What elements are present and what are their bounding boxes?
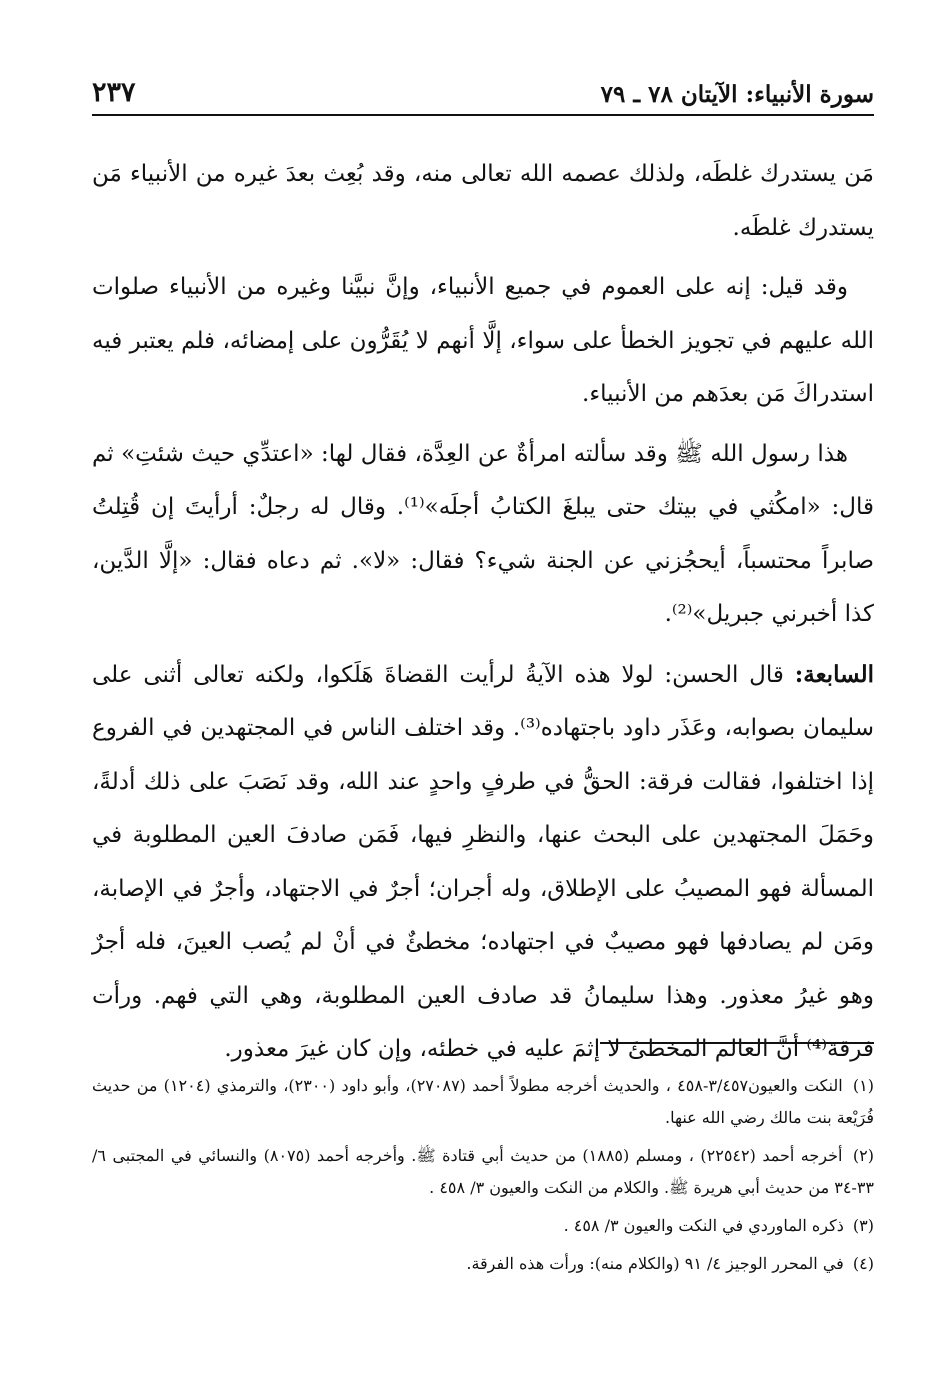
paragraph-1: مَن يستدرك غلطَه، ولذلك عصمه الله تعالى منه، وقد بُعِث بعدَ غيره من الأنبياء مَن يستدرك غلطَه. — [92, 161, 874, 241]
footnote-1 — [92, 1070, 874, 1134]
footnote-text: النكت والعيون٣/٤٥٧-٤٥٨ ، والحديث أخرجه مطولاً أحمد (٢٧٠٨٧)، وأبو داود (٢٣٠٠)، والترمذي (١٢٠٤) من حديث فُرَيْعة بنت مالك رضي الله عنها. — [92, 1076, 874, 1127]
footnote-text: في المحرر الوجيز ٤/ ٩١ (والكلام منه): ورأت هذه الفرقة. — [466, 1254, 844, 1273]
page-header — [92, 70, 874, 108]
footnote-3 — [92, 1210, 874, 1242]
footnote-text: ذكره الماوردي في النكت والعيون ٣/ ٤٥٨ . — [563, 1216, 844, 1235]
paragraph-4-text: قال الحسن: لولا هذه الآيةُ لرأيت القضاةَ هَلَكوا، ولكنه تعالى أثنى على سليمان بصوابه، وعَذَر داود باجتهاده⁽³⁾. وقد اختلف الناس في المجتهدين في الفروع إذا اختلفوا، فقالت فرقة: الحقُّ في طرفٍ واحدٍ عند الله، وقد نَصَبَ على ذلك أدلةً، وحَمَلَ المجتهدين على البحث عنها، والنظرِ فيها، فَمَن صادفَ العين المطلوبة في المسألة فهو المصيبُ على الإطلاق، وله أجران؛ أجرٌ في الاجتهاد، وأجرٌ في الإصابة، ومَن لم يصادفها فهو مصيبٌ في اجتهاده؛ مخطئٌ في أنْ لم يُصب العينَ، فله أجرٌ وهو غيرُ معذور. وهذا سليمانُ قد صادف العين المطلوبة، وهي التي فهم. ورأت فرقة⁽⁴⁾ أنَّ العالم المخطئَ لا إثمَ عليه في خطئه، وإن كان غيرَ معذور. — [92, 661, 874, 1062]
paragraph-4 — [92, 648, 874, 1077]
footnotes — [92, 1070, 874, 1286]
footnote-number: (٤) — [852, 1254, 874, 1273]
paragraph-4-lead: السابعة: — [794, 660, 874, 688]
footnote-number: (٢) — [852, 1146, 875, 1165]
paragraph-2: وقد قيل: إنه على العموم في جميع الأنبياء، وإنَّ نبيَّنا وغيره من الأنبياء صلوات الله عليهم في تجويز الخطأ على سواء، إلَّا أنهم لا يُقَرُّون على إمضائه، فلم يعتبر فيه استدراكَ مَن بعدَهم من الأنبياء. — [92, 274, 874, 407]
footnote-text: أخرجه أحمد (٢٢٥٤٢) ، ومسلم (١٨٨٥) من حديث أبي قتادة ﷺ. وأخرجه أحمد (٨٠٧٥) والنسائي في المجتبى ٦/ ٣٣-٣٤ من حديث أبي هريرة ﷺ. والكلام من النكت والعيون ٣/ ٤٥٨ . — [92, 1146, 874, 1197]
page-number: ٢٣٧ — [92, 77, 136, 108]
surah-title: سورة الأنبياء: الآيتان ٧٨ ـ ٧٩ — [600, 81, 874, 108]
footnote-2 — [92, 1140, 874, 1204]
footnote-number: (١) — [852, 1076, 875, 1095]
footnote-4 — [92, 1248, 874, 1280]
footnote-number: (٣) — [852, 1216, 874, 1235]
paragraph-3: هذا رسول الله ﷺ وقد سألته امرأةٌ عن العِدَّة، فقال لها: «اعتدِّي حيث شئتِ» ثم قال: «امكُثي في بيتك حتى يبلغَ الكتابُ أجلَه»⁽¹⁾. وقال له رجلٌ: أرأيتَ إن قُتِلتُ صابراً محتسباً، أيحجُزني عن الجنة شيء؟ فقال: «لا». ثم دعاه فقال: «إلَّا الدَّين، كذا أخبرني جبريل»⁽²⁾. — [92, 440, 874, 627]
main-text — [92, 148, 874, 1083]
header-divider — [92, 114, 874, 116]
footnote-divider — [600, 1042, 874, 1044]
